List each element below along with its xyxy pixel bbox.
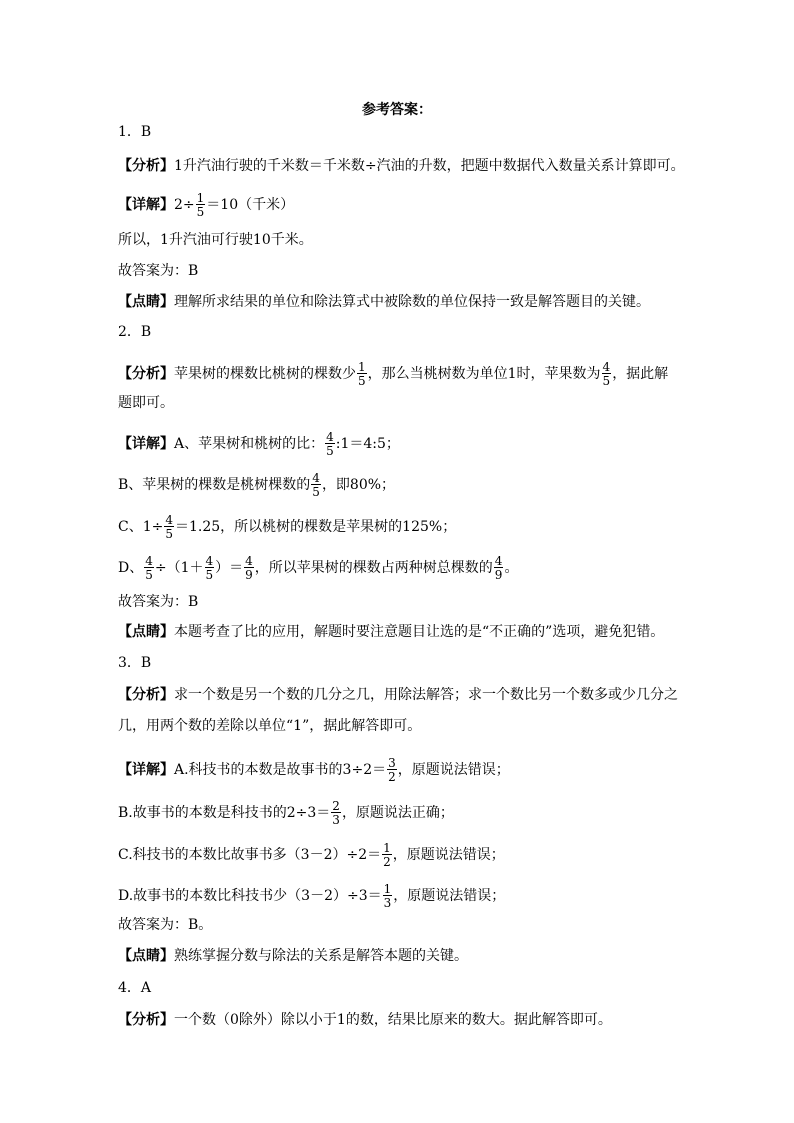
numerator: 4	[312, 471, 320, 485]
detail-text: :1＝4:5；	[335, 436, 400, 452]
detail-text: ，原题说法错误；	[393, 888, 506, 904]
detail-tag: 【详解】	[118, 197, 174, 213]
analysis-text: ，据此解	[612, 366, 669, 382]
q2-detail-a	[118, 431, 400, 457]
fraction	[196, 192, 206, 218]
fraction	[383, 883, 393, 909]
analysis-text: 1升汽油行驶的千米数＝千米数÷汽油的升数，把题中数据代入数量关系计算即可。	[174, 158, 685, 174]
q2-detail-d	[118, 555, 518, 581]
detail-tag: 【详解】	[118, 436, 174, 452]
denominator: 5	[358, 374, 366, 388]
analysis-text: 苹果树的棵数比桃树的棵数少	[174, 366, 356, 382]
analysis-tag: 【分析】	[118, 1012, 174, 1028]
fraction	[205, 555, 215, 581]
numerator: 2	[332, 799, 340, 813]
fraction	[144, 555, 154, 581]
denominator: 5	[145, 568, 153, 582]
numerator: 4	[326, 430, 334, 444]
numerator: 4	[245, 554, 253, 568]
denominator: 5	[165, 527, 173, 541]
fraction	[244, 555, 254, 581]
q1-point	[118, 295, 650, 309]
detail-tag: 【详解】	[118, 762, 174, 778]
fraction	[325, 431, 335, 457]
q2-analysis	[118, 361, 668, 387]
numerator: 4	[602, 360, 611, 374]
detail-text: C、1÷	[118, 519, 164, 535]
q4-number: 4．A	[118, 980, 152, 996]
q1-analysis	[118, 159, 685, 173]
q1-detail	[118, 192, 294, 218]
detail-text: ，原题说法正确；	[341, 805, 454, 821]
fraction	[602, 361, 612, 387]
q3-detail-c	[118, 842, 505, 868]
detail-text: ）＝	[215, 560, 244, 576]
q4-analysis	[118, 1013, 612, 1027]
q2-answer: 故答案为：B	[118, 594, 199, 610]
detail-text: ÷（1＋	[154, 560, 204, 576]
numerator: 1	[383, 882, 392, 896]
detail-text: D.故事书的本数比科技书少（3－2）÷3＝	[118, 888, 382, 904]
detail-text: 2÷	[174, 197, 195, 213]
point-tag: 【点睛】	[118, 294, 174, 310]
numerator: 4	[165, 513, 173, 527]
analysis-tag: 【分析】	[118, 158, 174, 174]
q1-answer: 故答案为：B	[118, 263, 199, 279]
numerator: 4	[205, 554, 214, 568]
fraction	[331, 800, 341, 826]
fraction	[164, 514, 174, 540]
denominator: 5	[205, 568, 214, 582]
denominator: 5	[312, 485, 320, 499]
q1-conclusion: 所以，1升汽油可行驶10千米。	[118, 232, 313, 248]
denominator: 2	[383, 855, 391, 869]
fraction	[494, 555, 504, 581]
analysis-tag: 【分析】	[118, 366, 174, 382]
q2-analysis-cont: 题即可。	[118, 395, 174, 411]
denominator: 3	[383, 896, 392, 910]
analysis-text: ，那么当桃树数为单位1时，苹果数为	[367, 366, 601, 382]
numerator: 4	[145, 554, 153, 568]
detail-text: ＝1.25，所以桃树的棵数是苹果树的125%；	[175, 519, 457, 535]
numerator: 1	[383, 841, 391, 855]
detail-text: D、	[118, 560, 144, 576]
denominator: 9	[494, 568, 503, 582]
analysis-text: 一个数（0除外）除以小于1的数，结果比原来的数大。据此解答即可。	[174, 1012, 612, 1028]
q3-detail-a	[118, 757, 510, 783]
q2-point	[118, 625, 664, 639]
numerator: 1	[358, 360, 366, 374]
point-text: 理解所求结果的单位和除法算式中被除数的单位保持一致是解答题目的关键。	[174, 294, 650, 310]
q3-point	[118, 949, 468, 963]
detail-text: B.故事书的本数是科技书的2÷3＝	[118, 805, 331, 821]
detail-text: A.科技书的本数是故事书的3÷2＝	[174, 762, 387, 778]
point-tag: 【点睛】	[118, 624, 174, 640]
q3-detail-b	[118, 800, 454, 826]
q3-detail-d	[118, 883, 505, 909]
point-text: 本题考查了比的应用，解题时要注意题目让选的是“不正确的”选项，避免犯错。	[174, 624, 665, 640]
q3-analysis-cont: 几，用两个数的差除以单位“1”，据此解答即可。	[118, 718, 422, 734]
analysis-text: 求一个数是另一个数的几分之几，用除法解答；求一个数比另一个数多或少几分之	[174, 687, 678, 703]
numerator: 4	[494, 554, 503, 568]
denominator: 5	[602, 374, 611, 388]
q2-detail-b	[118, 472, 395, 498]
fraction	[382, 842, 392, 868]
detail-text: ，即80%；	[321, 477, 396, 493]
numerator: 1	[196, 191, 205, 205]
detail-text: ，所以苹果树的棵数占两种树总棵数的	[254, 560, 493, 576]
fraction	[387, 757, 397, 783]
denominator: 5	[326, 444, 334, 458]
analysis-tag: 【分析】	[118, 687, 174, 703]
point-text: 熟练掌握分数与除法的关系是解答本题的关键。	[174, 948, 468, 964]
detail-text: ，原题说法错误；	[397, 762, 510, 778]
numerator: 3	[388, 756, 396, 770]
point-tag: 【点睛】	[118, 948, 174, 964]
denominator: 9	[245, 568, 253, 582]
q3-number: 3．B	[118, 655, 152, 671]
detail-text: B、苹果树的棵数是桃树棵数的	[118, 477, 311, 493]
detail-text: A、苹果树和桃树的比：	[174, 436, 325, 452]
q2-detail-c	[118, 514, 456, 540]
q1-number: 1．B	[118, 124, 152, 140]
denominator: 3	[332, 813, 340, 827]
denominator: 5	[196, 205, 205, 219]
detail-text: ＝10（千米）	[206, 197, 295, 213]
detail-text: ，原题说法错误；	[392, 847, 505, 863]
fraction	[357, 361, 367, 387]
q3-analysis	[118, 688, 678, 702]
page-title: 参考答案：	[362, 102, 432, 118]
detail-text: 。	[504, 560, 519, 576]
fraction	[311, 472, 321, 498]
q2-number: 2．B	[118, 324, 152, 340]
q3-answer: 故答案为：B。	[118, 917, 213, 933]
denominator: 2	[388, 770, 396, 784]
detail-text: C.科技书的本数比故事书多（3－2）÷2＝	[118, 847, 382, 863]
